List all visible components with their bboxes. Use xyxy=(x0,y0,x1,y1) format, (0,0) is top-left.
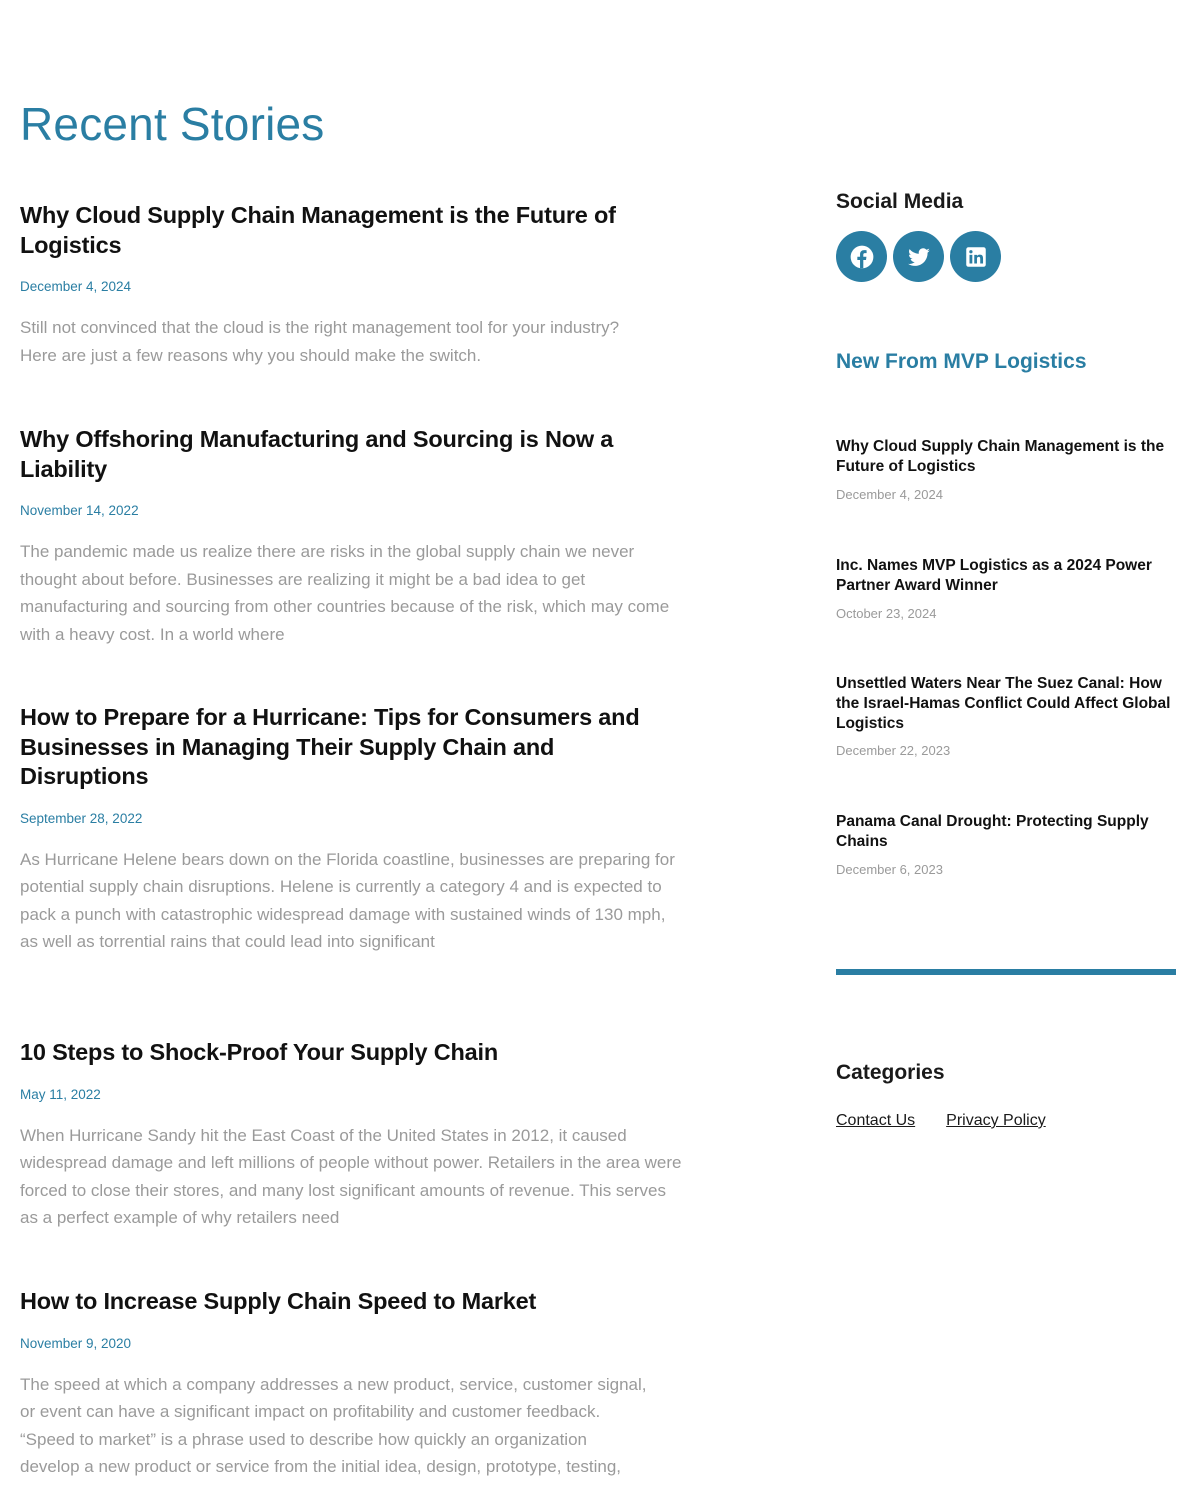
categories-heading: Categories xyxy=(836,1061,945,1084)
story-card xyxy=(20,703,685,956)
story-excerpt: When Hurricane Sandy hit the East Coast of the United States in 2012, it caused widespread damage and left millions of people without power. Retailers in the area were forced to close their stores, and many lost significant amounts of revenue. This serves as a perfect example of why retailers need xyxy=(20,1125,682,1227)
story-date: September 28, 2022 xyxy=(20,810,143,826)
sidebar-divider xyxy=(836,969,1176,975)
social-icons-row xyxy=(836,231,1001,282)
linkedin-button[interactable] xyxy=(950,231,1001,282)
news-date: October 23, 2024 xyxy=(836,605,937,621)
story-excerpt: As Hurricane Helene bears down on the Florida coastline, businesses are preparing for potential supply chain disruptions. Helene is currently a category 4 and is expected to pack a punch with catastrophic widespread damage with sustained winds of 130 mph, as well as torrential rains that could lead into significant xyxy=(20,849,675,951)
news-date: December 22, 2023 xyxy=(836,743,951,759)
twitter-button[interactable] xyxy=(893,231,944,282)
linkedin-icon xyxy=(963,244,989,270)
facebook-button[interactable] xyxy=(836,231,887,282)
story-card xyxy=(20,425,685,648)
story-date: November 9, 2020 xyxy=(20,1335,132,1351)
story-excerpt: The pandemic made us realize there are risks in the global supply chain we never thought about before. Businesses are realizing it might be a bad idea to get manufacturing and sourcing from other countries because of the risk, which may come with a heavy cost. In a world where xyxy=(20,542,670,644)
story-card xyxy=(20,1287,685,1481)
category-link-privacy-policy[interactable]: Privacy Policy xyxy=(946,1112,1046,1129)
story-title-link[interactable]: 10 Steps to Shock-Proof Your Supply Chain xyxy=(20,1039,498,1065)
story-excerpt: Still not convinced that the cloud is the right management tool for your industry? Here are just a few reasons why you should make the switch. xyxy=(20,318,620,365)
page-title: Recent Stories xyxy=(20,98,325,150)
story-date: May 11, 2022 xyxy=(20,1086,101,1102)
social-media-heading: Social Media xyxy=(836,190,964,213)
story-title-link[interactable]: How to Increase Supply Chain Speed to Market xyxy=(20,1288,537,1314)
news-list-item xyxy=(836,556,1176,622)
categories-list xyxy=(836,1112,1046,1130)
story-title-link[interactable]: Why Offshoring Manufacturing and Sourcing is Now a Liability xyxy=(20,426,614,482)
news-title-link[interactable]: Why Cloud Supply Chain Management is the Future of Logistics xyxy=(836,438,1165,475)
news-list-item xyxy=(836,812,1176,878)
story-title-link[interactable]: Why Cloud Supply Chain Management is the Future of Logistics xyxy=(20,202,616,258)
story-excerpt: The speed at which a company addresses a new product, service, customer signal, or event can have a significant impact on profitability and customer feedback. “Speed to market” is a phrase used to describe how quickly an organization develop a new product or service from the initial idea, design, prototype, testing, xyxy=(20,1374,647,1476)
news-date: December 4, 2024 xyxy=(836,486,943,502)
story-date: November 14, 2022 xyxy=(20,503,139,518)
news-heading: New From MVP Logistics xyxy=(836,350,1087,373)
facebook-icon xyxy=(849,244,875,270)
story-card xyxy=(20,201,685,369)
story-card xyxy=(20,1038,685,1232)
news-list-item xyxy=(836,674,1176,759)
category-link-contact-us[interactable]: Contact Us xyxy=(836,1112,916,1129)
news-date: December 6, 2023 xyxy=(836,861,943,877)
twitter-icon xyxy=(906,244,932,270)
story-title-link[interactable]: How to Prepare for a Hurricane: Tips for Consumers and Businesses in Managing Their Supply Chain and Disruptions xyxy=(20,704,640,789)
news-title-link[interactable]: Inc. Names MVP Logistics as a 2024 Power Partner Award Winner xyxy=(836,557,1152,594)
story-date: December 4, 2024 xyxy=(20,279,132,294)
news-title-link[interactable]: Unsettled Waters Near The Suez Canal: How the Israel-Hamas Conflict Could Affect Global Logistics xyxy=(836,675,1171,732)
news-list-item xyxy=(836,437,1176,503)
news-title-link[interactable]: Panama Canal Drought: Protecting Supply Chains xyxy=(836,813,1149,850)
